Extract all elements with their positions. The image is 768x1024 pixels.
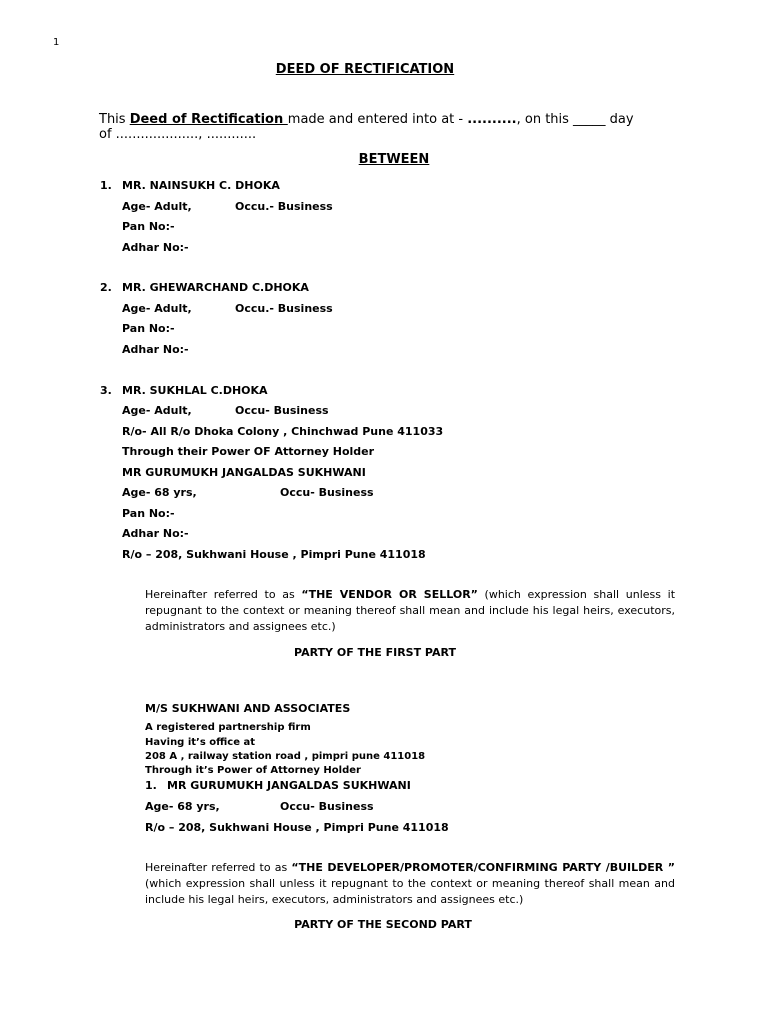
firm-poa-age: Age- 68 yrs, (145, 800, 220, 813)
party-2-occupation: Occu.- Business (235, 302, 333, 315)
firm-line-1: A registered partnership firm (145, 722, 311, 733)
party-2-number: 2. (100, 281, 112, 294)
party-3-adhar: Adhar No:- (122, 527, 189, 540)
party-3-poa-age: Age- 68 yrs, (122, 486, 197, 499)
party-2-name: MR. GHEWARCHAND C.DHOKA (122, 281, 309, 294)
party-3-name: MR. SUKHLAL C.DHOKA (122, 384, 268, 397)
vendor-clause-term: “THE VENDOR OR SELLOR” (301, 588, 478, 601)
developer-clause (145, 860, 675, 908)
page-number: 1 (53, 37, 60, 48)
party-3-age: Age- Adult, (122, 404, 192, 417)
party-3-pan: Pan No:- (122, 507, 175, 520)
party-3-occupation: Occu- Business (235, 404, 329, 417)
party-1-name: MR. NAINSUKH C. DHOKA (122, 179, 280, 192)
party-3-number: 3. (100, 384, 112, 397)
intro-mid: made and entered into at - (287, 112, 468, 127)
party-2-age: Age- Adult, (122, 302, 192, 315)
party-1-occupation: Occu.- Business (235, 200, 333, 213)
vendor-clause-pre: Hereinafter referred to as (145, 588, 302, 601)
party-3-through: Through their Power OF Attorney Holder (122, 445, 375, 458)
firm-poa-number: 1. (145, 779, 157, 792)
party-1-number: 1. (100, 179, 112, 192)
vendor-clause (145, 587, 675, 635)
intro-line-2: of ...................., ............ (99, 127, 257, 142)
first-part-heading: PARTY OF THE FIRST PART (294, 646, 456, 659)
party-3-poa-residence: R/o – 208, Sukhwani House , Pimpri Pune 411018 (122, 548, 426, 561)
party-1-adhar: Adhar No:- (122, 241, 189, 254)
firm-line-3: 208 A , railway station road , pimpri pune 411018 (145, 751, 426, 762)
party-1-age: Age- Adult, (122, 200, 192, 213)
firm-line-4: Through it’s Power of Attorney Holder (145, 765, 361, 776)
intro-deed-name: Deed of Rectification (129, 112, 288, 127)
party-2-pan: Pan No:- (122, 322, 175, 335)
intro-place-blank: .......... (467, 112, 517, 127)
vendor-clause-post: (which expression shall unless it repugnant to the context or meaning thereof shall mean and include his legal heirs, executors, administrators and assignees etc.) (145, 588, 676, 633)
firm-line-2: Having it’s office at (145, 737, 256, 748)
party-3-residence: R/o- All R/o Dhoka Colony , Chinchwad Pune 411033 (122, 425, 444, 438)
developer-clause-term: “THE DEVELOPER/PROMOTER/CONFIRMING PARTY /BUILDER ” (291, 861, 675, 874)
intro-prefix: This (99, 112, 130, 127)
party-1-pan: Pan No:- (122, 220, 175, 233)
party-2-adhar: Adhar No:- (122, 343, 189, 356)
developer-clause-pre: Hereinafter referred to as (145, 861, 292, 874)
between-heading: BETWEEN (358, 152, 430, 167)
intro-line-1 (99, 112, 634, 127)
second-part-heading: PARTY OF THE SECOND PART (294, 918, 472, 931)
firm-poa-residence: R/o – 208, Sukhwani House , Pimpri Pune 411018 (145, 821, 449, 834)
party-3-poa-occupation: Occu- Business (280, 486, 374, 499)
party-3-poa-name: MR GURUMUKH JANGALDAS SUKHWANI (122, 466, 366, 479)
document-title: DEED OF RECTIFICATION (275, 62, 455, 77)
firm-poa-name: MR GURUMUKH JANGALDAS SUKHWANI (167, 779, 411, 792)
firm-name: M/S SUKHWANI AND ASSOCIATES (145, 702, 351, 715)
intro-after-place: , on this _____ day (516, 112, 634, 127)
developer-clause-post: (which expression shall unless it repugnant to the context or meaning thereof shall mean and include his legal heirs, executors, administrators and assignees etc.) (145, 877, 675, 906)
firm-poa-occupation: Occu- Business (280, 800, 374, 813)
